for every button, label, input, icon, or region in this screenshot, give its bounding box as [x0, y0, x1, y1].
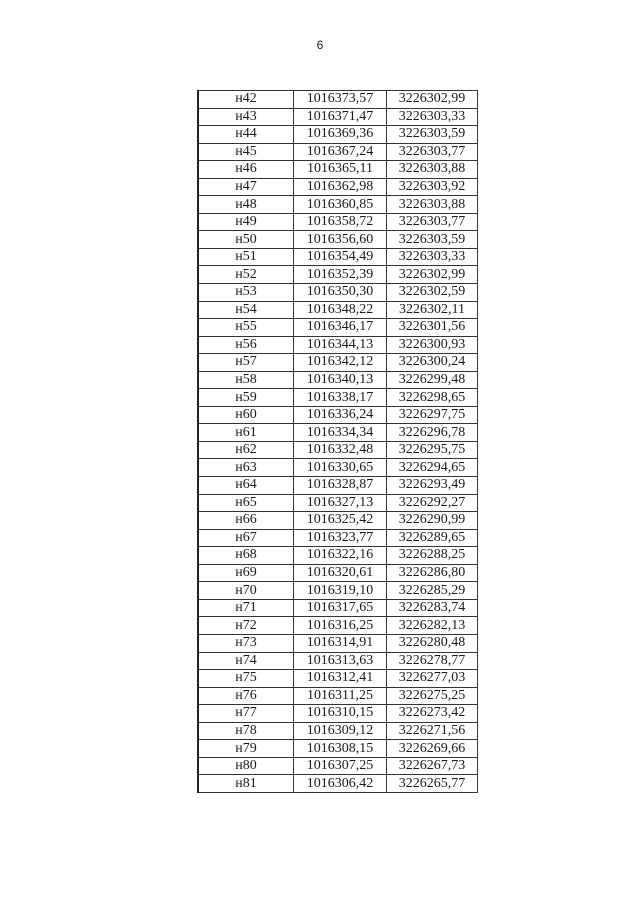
table-row — [198, 266, 478, 284]
point-name-cell: н45 — [198, 143, 294, 161]
y-coordinate-cell: 3226265,77 — [387, 775, 478, 793]
table-row — [198, 775, 478, 793]
coordinates-table — [197, 90, 478, 793]
point-name-cell: н77 — [198, 705, 294, 723]
y-coordinate-cell: 3226273,42 — [387, 705, 478, 723]
point-name-cell: н47 — [198, 178, 294, 196]
x-coordinate-cell: 1016320,61 — [294, 564, 387, 582]
point-name-cell: н43 — [198, 108, 294, 126]
point-name-cell: н64 — [198, 477, 294, 495]
x-coordinate-cell: 1016313,63 — [294, 652, 387, 670]
y-coordinate-cell: 3226302,59 — [387, 284, 478, 302]
x-coordinate-cell: 1016332,48 — [294, 441, 387, 459]
point-name-cell: н57 — [198, 354, 294, 372]
y-coordinate-cell: 3226282,13 — [387, 617, 478, 635]
table-row — [198, 599, 478, 617]
x-coordinate-cell: 1016312,41 — [294, 670, 387, 688]
x-coordinate-cell: 1016325,42 — [294, 512, 387, 530]
table-row — [198, 389, 478, 407]
table-row — [198, 670, 478, 688]
point-name-cell: н59 — [198, 389, 294, 407]
x-coordinate-cell: 1016348,22 — [294, 301, 387, 319]
y-coordinate-cell: 3226299,48 — [387, 371, 478, 389]
y-coordinate-cell: 3226285,29 — [387, 582, 478, 600]
y-coordinate-cell: 3226300,24 — [387, 354, 478, 372]
table-row — [198, 178, 478, 196]
table-row — [198, 126, 478, 144]
point-name-cell: н63 — [198, 459, 294, 477]
table-row — [198, 196, 478, 214]
point-name-cell: н71 — [198, 599, 294, 617]
x-coordinate-cell: 1016330,65 — [294, 459, 387, 477]
point-name-cell: н48 — [198, 196, 294, 214]
x-coordinate-cell: 1016314,91 — [294, 634, 387, 652]
point-name-cell: н80 — [198, 757, 294, 775]
x-coordinate-cell: 1016344,13 — [294, 336, 387, 354]
x-coordinate-cell: 1016307,25 — [294, 757, 387, 775]
x-coordinate-cell: 1016354,49 — [294, 248, 387, 266]
table-row — [198, 354, 478, 372]
x-coordinate-cell: 1016328,87 — [294, 477, 387, 495]
y-coordinate-cell: 3226302,99 — [387, 91, 478, 109]
y-coordinate-cell: 3226292,27 — [387, 494, 478, 512]
table-row — [198, 108, 478, 126]
point-name-cell: н81 — [198, 775, 294, 793]
point-name-cell: н67 — [198, 529, 294, 547]
table-row — [198, 424, 478, 442]
x-coordinate-cell: 1016334,34 — [294, 424, 387, 442]
table-row — [198, 161, 478, 179]
point-name-cell: н74 — [198, 652, 294, 670]
point-name-cell: н79 — [198, 740, 294, 758]
y-coordinate-cell: 3226277,03 — [387, 670, 478, 688]
point-name-cell: н58 — [198, 371, 294, 389]
y-coordinate-cell: 3226267,73 — [387, 757, 478, 775]
table-row — [198, 564, 478, 582]
x-coordinate-cell: 1016362,98 — [294, 178, 387, 196]
point-name-cell: н72 — [198, 617, 294, 635]
y-coordinate-cell: 3226303,33 — [387, 108, 478, 126]
y-coordinate-cell: 3226294,65 — [387, 459, 478, 477]
x-coordinate-cell: 1016358,72 — [294, 213, 387, 231]
y-coordinate-cell: 3226269,66 — [387, 740, 478, 758]
point-name-cell: н69 — [198, 564, 294, 582]
point-name-cell: н42 — [198, 91, 294, 109]
x-coordinate-cell: 1016342,12 — [294, 354, 387, 372]
y-coordinate-cell: 3226303,92 — [387, 178, 478, 196]
table-row — [198, 477, 478, 495]
table-row — [198, 757, 478, 775]
table-row — [198, 687, 478, 705]
y-coordinate-cell: 3226296,78 — [387, 424, 478, 442]
x-coordinate-cell: 1016323,77 — [294, 529, 387, 547]
page-number: 6 — [316, 38, 324, 52]
table-row — [198, 441, 478, 459]
x-coordinate-cell: 1016310,15 — [294, 705, 387, 723]
table-row — [198, 722, 478, 740]
table-row — [198, 336, 478, 354]
y-coordinate-cell: 3226283,74 — [387, 599, 478, 617]
table-row — [198, 740, 478, 758]
point-name-cell: н62 — [198, 441, 294, 459]
point-name-cell: н53 — [198, 284, 294, 302]
point-name-cell: н49 — [198, 213, 294, 231]
table-row — [198, 652, 478, 670]
table-row — [198, 634, 478, 652]
table-row — [198, 617, 478, 635]
table-row — [198, 582, 478, 600]
x-coordinate-cell: 1016350,30 — [294, 284, 387, 302]
x-coordinate-cell: 1016317,65 — [294, 599, 387, 617]
x-coordinate-cell: 1016346,17 — [294, 319, 387, 337]
x-coordinate-cell: 1016319,10 — [294, 582, 387, 600]
y-coordinate-cell: 3226289,65 — [387, 529, 478, 547]
y-coordinate-cell: 3226303,88 — [387, 161, 478, 179]
x-coordinate-cell: 1016369,36 — [294, 126, 387, 144]
point-name-cell: н56 — [198, 336, 294, 354]
x-coordinate-cell: 1016308,15 — [294, 740, 387, 758]
table-row — [198, 301, 478, 319]
table-row — [198, 705, 478, 723]
point-name-cell: н60 — [198, 406, 294, 424]
x-coordinate-cell: 1016311,25 — [294, 687, 387, 705]
table-row — [198, 529, 478, 547]
table-row — [198, 406, 478, 424]
point-name-cell: н75 — [198, 670, 294, 688]
x-coordinate-cell: 1016309,12 — [294, 722, 387, 740]
point-name-cell: н66 — [198, 512, 294, 530]
y-coordinate-cell: 3226293,49 — [387, 477, 478, 495]
point-name-cell: н55 — [198, 319, 294, 337]
point-name-cell: н61 — [198, 424, 294, 442]
point-name-cell: н52 — [198, 266, 294, 284]
y-coordinate-cell: 3226297,75 — [387, 406, 478, 424]
x-coordinate-cell: 1016316,25 — [294, 617, 387, 635]
point-name-cell: н68 — [198, 547, 294, 565]
x-coordinate-cell: 1016327,13 — [294, 494, 387, 512]
x-coordinate-cell: 1016356,60 — [294, 231, 387, 249]
table-row — [198, 494, 478, 512]
x-coordinate-cell: 1016371,47 — [294, 108, 387, 126]
point-name-cell: н54 — [198, 301, 294, 319]
y-coordinate-cell: 3226301,56 — [387, 319, 478, 337]
table-row — [198, 547, 478, 565]
y-coordinate-cell: 3226303,59 — [387, 126, 478, 144]
table-row — [198, 143, 478, 161]
table-row — [198, 512, 478, 530]
point-name-cell: н46 — [198, 161, 294, 179]
point-name-cell: н70 — [198, 582, 294, 600]
table-row — [198, 248, 478, 266]
y-coordinate-cell: 3226280,48 — [387, 634, 478, 652]
y-coordinate-cell: 3226298,65 — [387, 389, 478, 407]
coordinates-table-body — [198, 91, 478, 793]
table-row — [198, 371, 478, 389]
table-row — [198, 284, 478, 302]
y-coordinate-cell: 3226303,77 — [387, 143, 478, 161]
table-row — [198, 213, 478, 231]
point-name-cell: н51 — [198, 248, 294, 266]
point-name-cell: н50 — [198, 231, 294, 249]
y-coordinate-cell: 3226303,59 — [387, 231, 478, 249]
y-coordinate-cell: 3226303,33 — [387, 248, 478, 266]
y-coordinate-cell: 3226278,77 — [387, 652, 478, 670]
y-coordinate-cell: 3226300,93 — [387, 336, 478, 354]
x-coordinate-cell: 1016322,16 — [294, 547, 387, 565]
point-name-cell: н44 — [198, 126, 294, 144]
x-coordinate-cell: 1016373,57 — [294, 91, 387, 109]
y-coordinate-cell: 3226271,56 — [387, 722, 478, 740]
point-name-cell: н73 — [198, 634, 294, 652]
point-name-cell: н76 — [198, 687, 294, 705]
y-coordinate-cell: 3226295,75 — [387, 441, 478, 459]
y-coordinate-cell: 3226290,99 — [387, 512, 478, 530]
y-coordinate-cell: 3226286,80 — [387, 564, 478, 582]
y-coordinate-cell: 3226303,88 — [387, 196, 478, 214]
x-coordinate-cell: 1016352,39 — [294, 266, 387, 284]
x-coordinate-cell: 1016338,17 — [294, 389, 387, 407]
y-coordinate-cell: 3226302,99 — [387, 266, 478, 284]
x-coordinate-cell: 1016336,24 — [294, 406, 387, 424]
y-coordinate-cell: 3226302,11 — [387, 301, 478, 319]
table-row — [198, 319, 478, 337]
x-coordinate-cell: 1016340,13 — [294, 371, 387, 389]
table-row — [198, 91, 478, 109]
y-coordinate-cell: 3226275,25 — [387, 687, 478, 705]
x-coordinate-cell: 1016306,42 — [294, 775, 387, 793]
y-coordinate-cell: 3226303,77 — [387, 213, 478, 231]
y-coordinate-cell: 3226288,25 — [387, 547, 478, 565]
point-name-cell: н78 — [198, 722, 294, 740]
table-row — [198, 459, 478, 477]
x-coordinate-cell: 1016360,85 — [294, 196, 387, 214]
x-coordinate-cell: 1016365,11 — [294, 161, 387, 179]
table-row — [198, 231, 478, 249]
x-coordinate-cell: 1016367,24 — [294, 143, 387, 161]
point-name-cell: н65 — [198, 494, 294, 512]
